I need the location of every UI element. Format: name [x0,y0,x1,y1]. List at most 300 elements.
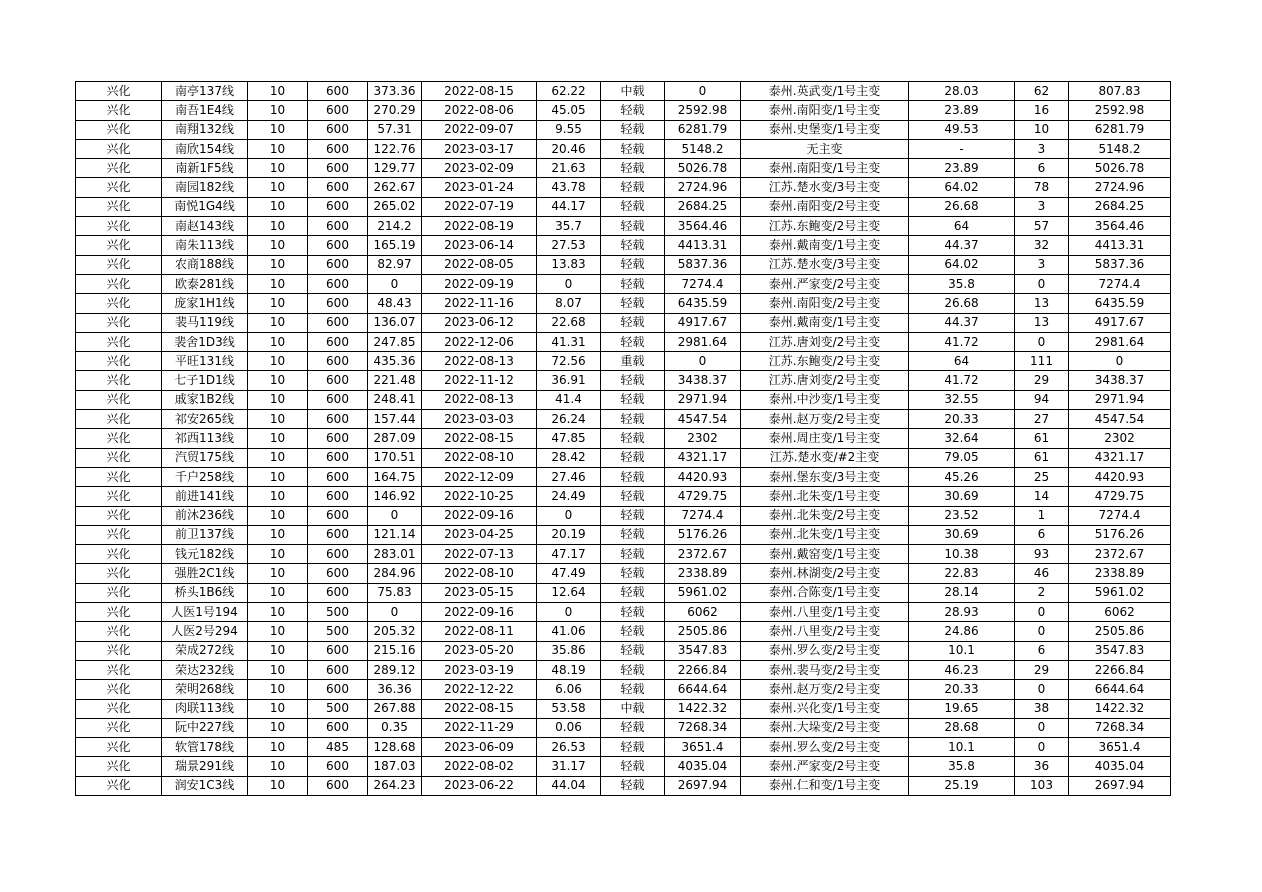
table-row [76,506,1171,525]
table-cell: 600 [308,776,368,795]
table-cell: 0 [1015,718,1069,737]
table-cell: 12.64 [537,583,601,602]
table-cell: 轻载 [601,371,665,390]
table-cell: 26.68 [909,294,1015,313]
table-cell: 48.43 [368,294,422,313]
table-cell: 62.22 [537,82,601,101]
table-cell: 兴化 [76,660,162,679]
table-cell: 4321.17 [1069,448,1171,467]
table-row [76,545,1171,564]
table-row [76,776,1171,795]
table-cell: 600 [308,583,368,602]
table-cell: 兴化 [76,718,162,737]
table-cell: 2 [1015,583,1069,602]
table-cell: 软管178线 [162,738,248,757]
table-cell: 兴化 [76,699,162,718]
table-cell: 10 [248,217,308,236]
table-cell: 10 [248,159,308,178]
table-cell: 南新1F5线 [162,159,248,178]
table-cell: 600 [308,82,368,101]
table-cell: 轻载 [601,718,665,737]
table-cell: 泰州.北朱变/1号主变 [741,525,909,544]
table-cell: 44.17 [537,197,601,216]
table-cell: 2684.25 [1069,197,1171,216]
table-cell: 16 [1015,101,1069,120]
table-cell: 6281.79 [665,120,741,139]
table-cell: 600 [308,178,368,197]
table-cell: 31.17 [537,757,601,776]
table-cell: 5961.02 [665,583,741,602]
table-cell: 兴化 [76,178,162,197]
table-cell: 122.76 [368,139,422,158]
table-cell: 兴化 [76,410,162,429]
table-cell: 32.64 [909,429,1015,448]
table-cell: 平旺131线 [162,352,248,371]
table-row [76,603,1171,622]
table-cell: 南吾1E4线 [162,101,248,120]
table-cell: 6 [1015,159,1069,178]
table-cell: 264.23 [368,776,422,795]
table-cell: 2022-08-11 [422,622,537,641]
table-cell: 兴化 [76,525,162,544]
table-cell: 7274.4 [665,274,741,293]
table-cell: 28.03 [909,82,1015,101]
table-cell: 600 [308,680,368,699]
table-row [76,448,1171,467]
table-cell: 2338.89 [665,564,741,583]
table-cell: 22.83 [909,564,1015,583]
table-cell: 4035.04 [665,757,741,776]
table-cell: 30.69 [909,487,1015,506]
table-cell: 兴化 [76,545,162,564]
table-cell: 600 [308,429,368,448]
table-cell: 2022-08-15 [422,82,537,101]
table-cell: 25 [1015,467,1069,486]
table-cell: 27.53 [537,236,601,255]
table-cell: 0 [1015,274,1069,293]
table-cell: 265.02 [368,197,422,216]
table-cell: 2724.96 [1069,178,1171,197]
table-cell: 10 [248,641,308,660]
table-cell: 轻载 [601,564,665,583]
table-cell: 10 [248,82,308,101]
table-cell: 21.63 [537,159,601,178]
table-cell: 270.29 [368,101,422,120]
table-cell: 44.04 [537,776,601,795]
table-row [76,390,1171,409]
table-cell: 泰州.赵万变/2号主变 [741,410,909,429]
table-cell: 111 [1015,352,1069,371]
table-cell: 3 [1015,197,1069,216]
table-cell: 121.14 [368,525,422,544]
table-body [76,82,1171,796]
table-cell: 南亭137线 [162,82,248,101]
table-cell: 荣达232线 [162,660,248,679]
table-cell: 兴化 [76,603,162,622]
table-cell: 裴马119线 [162,313,248,332]
table-cell: 戚家1B2线 [162,390,248,409]
table-cell: 284.96 [368,564,422,583]
table-cell: 26.24 [537,410,601,429]
table-cell: 47.49 [537,564,601,583]
table-cell: 0 [1015,332,1069,351]
table-row [76,101,1171,120]
table-cell: 荣成272线 [162,641,248,660]
table-cell: 29 [1015,660,1069,679]
table-cell: 兴化 [76,313,162,332]
table-cell: 435.36 [368,352,422,371]
table-cell: 钱元182线 [162,545,248,564]
table-cell: 强胜2C1线 [162,564,248,583]
table-cell: 3547.83 [665,641,741,660]
table-cell: 46 [1015,564,1069,583]
table-cell: 2023-03-03 [422,410,537,429]
table-row [76,410,1171,429]
table-row [76,622,1171,641]
table-cell: 10 [248,506,308,525]
table-cell: 10 [248,660,308,679]
table-cell: 兴化 [76,506,162,525]
table-row [76,583,1171,602]
table-cell: 2981.64 [1069,332,1171,351]
table-cell: 兴化 [76,583,162,602]
table-cell: 10 [248,101,308,120]
table-cell: 28.68 [909,718,1015,737]
table-cell: 泰州.英武变/1号主变 [741,82,909,101]
table-row [76,429,1171,448]
table-cell: 5176.26 [1069,525,1171,544]
table-cell: 2023-03-17 [422,139,537,158]
table-cell: 600 [308,236,368,255]
table-cell: 146.92 [368,487,422,506]
table-cell: 807.83 [1069,82,1171,101]
table-cell: 泰州.南阳变/1号主变 [741,101,909,120]
table-cell: 600 [308,410,368,429]
table-cell: 129.77 [368,159,422,178]
table-cell: 41.31 [537,332,601,351]
table-cell: 3 [1015,139,1069,158]
table-cell: 轻载 [601,776,665,795]
table-cell: 4547.54 [1069,410,1171,429]
table-row [76,159,1171,178]
table-cell: 600 [308,371,368,390]
table-cell: 600 [308,564,368,583]
table-cell: 祁西113线 [162,429,248,448]
table-cell: 29 [1015,371,1069,390]
table-cell: 35.8 [909,757,1015,776]
table-cell: 肉联113线 [162,699,248,718]
table-cell: 庞家1H1线 [162,294,248,313]
table-cell: 25.19 [909,776,1015,795]
table-cell: 兴化 [76,236,162,255]
table-cell: 10 [248,603,308,622]
table-cell: 47.17 [537,545,601,564]
table-cell: 兴化 [76,217,162,236]
table-row [76,139,1171,158]
table-cell: 6062 [1069,603,1171,622]
table-cell: 4420.93 [665,467,741,486]
table-cell: 4917.67 [665,313,741,332]
table-cell: 35.7 [537,217,601,236]
table-cell: 79.05 [909,448,1015,467]
table-cell: 35.8 [909,274,1015,293]
table-cell: 3651.4 [665,738,741,757]
table-cell: 165.19 [368,236,422,255]
table-row [76,294,1171,313]
table-cell: 2022-08-06 [422,101,537,120]
table-cell: 136.07 [368,313,422,332]
table-cell: 600 [308,718,368,737]
table-cell: 7268.34 [1069,718,1171,737]
table-cell: 7268.34 [665,718,741,737]
table-cell: 轻载 [601,217,665,236]
table-cell: 祁安265线 [162,410,248,429]
table-cell: 6435.59 [1069,294,1171,313]
table-cell: 500 [308,622,368,641]
table-cell: 轻载 [601,757,665,776]
table-cell: 9.55 [537,120,601,139]
table-cell: 七子1D1线 [162,371,248,390]
table-cell: 10 [248,545,308,564]
table-cell: 10.1 [909,738,1015,757]
table-cell: 兴化 [76,82,162,101]
table-cell: 10 [248,294,308,313]
table-row [76,236,1171,255]
table-cell: 泰州.南阳变/2号主变 [741,294,909,313]
table-cell: 兴化 [76,390,162,409]
table-row [76,660,1171,679]
table-cell: 6 [1015,525,1069,544]
table-cell: 10 [248,583,308,602]
table-cell: 中载 [601,699,665,718]
table-cell: 泰州.北朱变/1号主变 [741,487,909,506]
table-cell: 49.53 [909,120,1015,139]
table-cell: 82.97 [368,255,422,274]
table-cell: 28.14 [909,583,1015,602]
table-cell: 7274.4 [1069,506,1171,525]
table-cell: 2022-08-15 [422,699,537,718]
table-cell: 10 [248,738,308,757]
table-cell: 轻载 [601,236,665,255]
table-cell: 前进141线 [162,487,248,506]
table-cell: 人医1号194 [162,603,248,622]
table-cell: 轻载 [601,506,665,525]
table-cell: 13 [1015,294,1069,313]
table-cell: 57.31 [368,120,422,139]
table-cell: 2023-02-09 [422,159,537,178]
table-cell: 600 [308,197,368,216]
table-cell: 南翔132线 [162,120,248,139]
table-cell: 2022-08-10 [422,448,537,467]
table-cell: 2981.64 [665,332,741,351]
table-cell: 兴化 [76,622,162,641]
table-cell: 泰州.戴南变/1号主变 [741,236,909,255]
table-cell: 6644.64 [665,680,741,699]
table-cell: 轻载 [601,120,665,139]
table-cell: 600 [308,641,368,660]
table-cell: 兴化 [76,738,162,757]
table-cell: 4321.17 [665,448,741,467]
table-cell: 600 [308,139,368,158]
table-cell: 轻载 [601,448,665,467]
table-cell: 2023-04-25 [422,525,537,544]
table-cell: 221.48 [368,371,422,390]
table-cell: 27 [1015,410,1069,429]
table-cell: 10 [248,467,308,486]
table-cell: 20.19 [537,525,601,544]
table-cell: 2266.84 [1069,660,1171,679]
table-cell: 泰州.戴南变/1号主变 [741,313,909,332]
table-cell: 600 [308,545,368,564]
table-cell: 轻载 [601,660,665,679]
table-cell: 53.58 [537,699,601,718]
table-cell: 2022-08-10 [422,564,537,583]
table-cell: 10 [248,139,308,158]
table-cell: 0 [1069,352,1171,371]
table-cell: 20.33 [909,680,1015,699]
table-cell: 10.1 [909,641,1015,660]
table-cell: 3547.83 [1069,641,1171,660]
table-cell: 262.67 [368,178,422,197]
table-cell: 1 [1015,506,1069,525]
table-cell: 214.2 [368,217,422,236]
table-row [76,274,1171,293]
table-cell: 35.86 [537,641,601,660]
table-cell: 5148.2 [1069,139,1171,158]
table-cell: 600 [308,467,368,486]
table-cell: 2022-09-19 [422,274,537,293]
table-cell: 7274.4 [1069,274,1171,293]
table-cell: 泰州.南阳变/1号主变 [741,159,909,178]
table-row [76,738,1171,757]
table-cell: 10 [248,699,308,718]
table-cell: 373.36 [368,82,422,101]
table-cell: 润安1C3线 [162,776,248,795]
table-cell: 阮中227线 [162,718,248,737]
table-cell: 72.56 [537,352,601,371]
table-cell: 45.05 [537,101,601,120]
table-cell: 5148.2 [665,139,741,158]
table-cell: 4729.75 [665,487,741,506]
table-cell: 3438.37 [1069,371,1171,390]
table-cell: 600 [308,525,368,544]
table-cell: 36.36 [368,680,422,699]
table-cell: 32 [1015,236,1069,255]
table-cell: 2023-05-15 [422,583,537,602]
table-cell: 2022-12-06 [422,332,537,351]
table-cell: 2022-12-09 [422,467,537,486]
table-cell: 3438.37 [665,371,741,390]
table-cell: 轻载 [601,467,665,486]
table-cell: 128.68 [368,738,422,757]
table-cell: 6281.79 [1069,120,1171,139]
table-cell: 600 [308,294,368,313]
table-cell: 23.89 [909,101,1015,120]
table-cell: 10 [248,371,308,390]
table-cell: 485 [308,738,368,757]
table-cell: 2684.25 [665,197,741,216]
table-cell: 轻载 [601,583,665,602]
table-cell: 2724.96 [665,178,741,197]
table-row [76,332,1171,351]
table-cell: 轻载 [601,390,665,409]
table-cell: 22.68 [537,313,601,332]
table-cell: 6644.64 [1069,680,1171,699]
table-cell: 轻载 [601,738,665,757]
table-cell: 600 [308,448,368,467]
table-cell: 500 [308,603,368,622]
table-row [76,352,1171,371]
table-cell: 轻载 [601,159,665,178]
table-cell: 江苏.楚水变/3号主变 [741,255,909,274]
table-cell: 47.85 [537,429,601,448]
table-cell: 兴化 [76,680,162,699]
table-cell: 轻载 [601,197,665,216]
table-cell: 10 [248,332,308,351]
table-cell: 600 [308,159,368,178]
table-cell: 10 [248,255,308,274]
table-row [76,564,1171,583]
table-cell: 兴化 [76,641,162,660]
table-cell: 2023-01-24 [422,178,537,197]
table-cell: 4035.04 [1069,757,1171,776]
table-cell: 94 [1015,390,1069,409]
table-cell: 10 [1015,120,1069,139]
table-cell: 10 [248,236,308,255]
table-cell: 5837.36 [1069,255,1171,274]
table-cell: 泰州.周庄变/1号主变 [741,429,909,448]
table-cell: 2022-11-12 [422,371,537,390]
table-row [76,680,1171,699]
table-row [76,82,1171,101]
table-cell: 19.65 [909,699,1015,718]
table-cell: 泰州.史堡变/1号主变 [741,120,909,139]
table-cell: 兴化 [76,487,162,506]
table-cell: 23.89 [909,159,1015,178]
table-row [76,718,1171,737]
table-cell: 汽贸175线 [162,448,248,467]
table-cell: 轻载 [601,274,665,293]
table-cell: 兴化 [76,120,162,139]
table-cell: 0.06 [537,718,601,737]
table-cell: 泰州.裴马变/2号主变 [741,660,909,679]
table-cell: 3564.46 [1069,217,1171,236]
table-cell: 157.44 [368,410,422,429]
table-row [76,120,1171,139]
table-cell: 兴化 [76,139,162,158]
table-cell: 14 [1015,487,1069,506]
table-cell: 0 [1015,622,1069,641]
table-cell: 4729.75 [1069,487,1171,506]
table-cell: 2302 [665,429,741,448]
table-cell: 23.52 [909,506,1015,525]
table-cell: 10 [248,178,308,197]
table-cell: 泰州.八里变/1号主变 [741,603,909,622]
table-cell: 2338.89 [1069,564,1171,583]
table-row [76,487,1171,506]
table-cell: 5837.36 [665,255,741,274]
table-cell: 5026.78 [665,159,741,178]
table-cell: 4547.54 [665,410,741,429]
table-cell: 2372.67 [665,545,741,564]
table-cell: 78 [1015,178,1069,197]
table-cell: 500 [308,699,368,718]
table-cell: 36 [1015,757,1069,776]
table-cell: 30.69 [909,525,1015,544]
table-cell: 泰州.中沙变/1号主变 [741,390,909,409]
table-cell: 2697.94 [1069,776,1171,795]
table-cell: 轻载 [601,487,665,506]
